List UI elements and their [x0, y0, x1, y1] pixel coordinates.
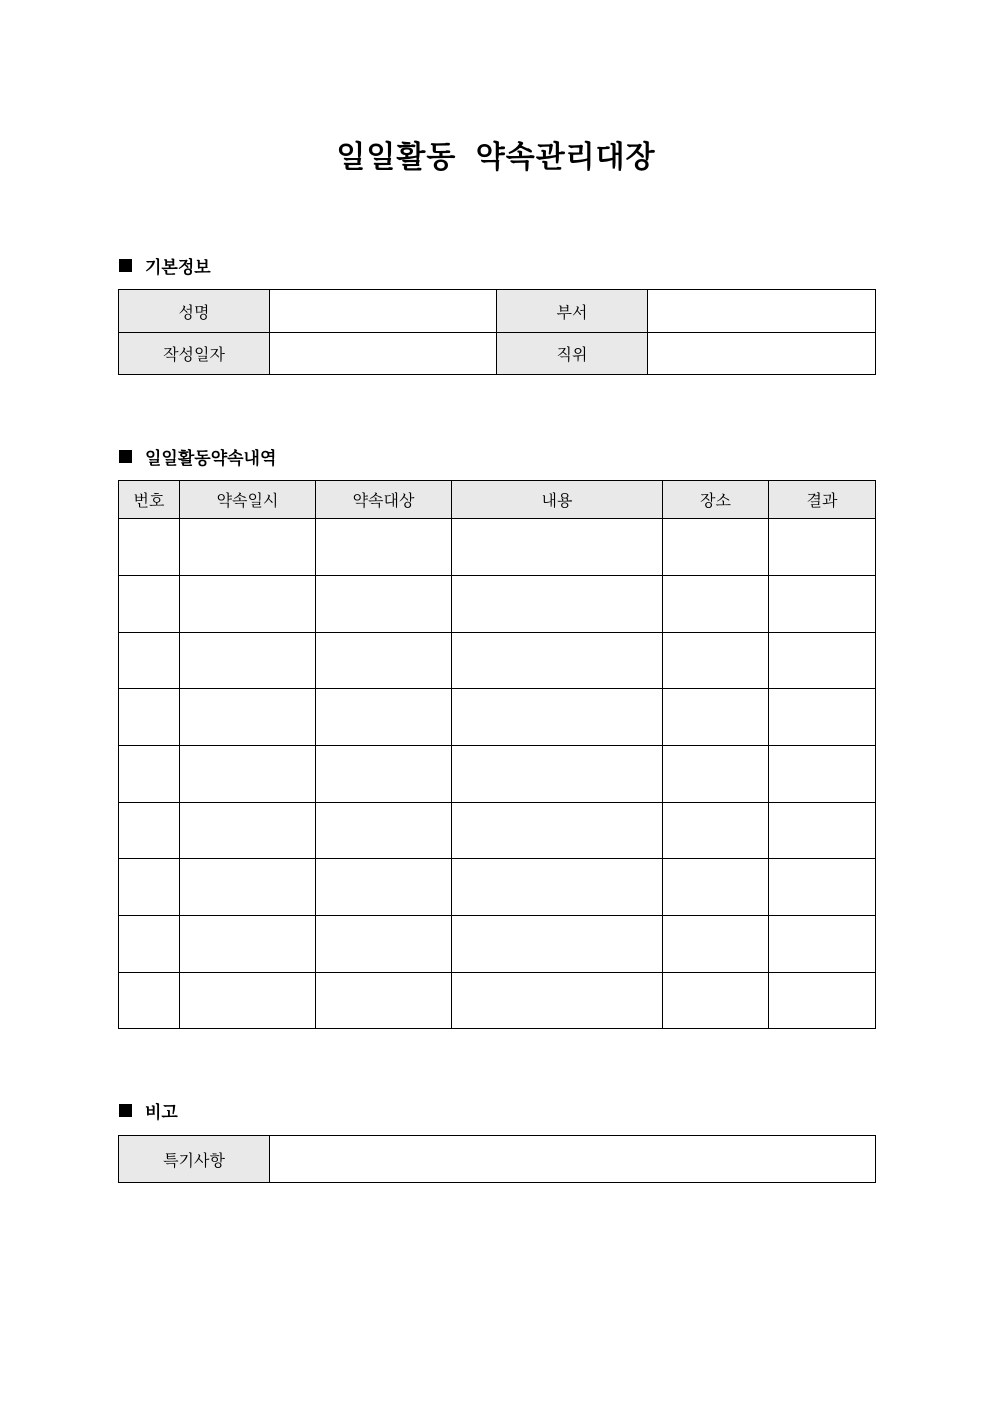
- table-row: [119, 746, 876, 803]
- remarks-heading: [119, 1098, 178, 1122]
- square-bullet-icon: [119, 259, 132, 272]
- basic-info-row: [119, 290, 876, 333]
- cell-target[interactable]: [316, 916, 452, 973]
- basic-info-table: [118, 289, 876, 375]
- cell-datetime[interactable]: [180, 633, 316, 689]
- table-row: [119, 859, 876, 916]
- cell-content[interactable]: [452, 803, 663, 859]
- cell-target[interactable]: [316, 519, 452, 576]
- table-row: [119, 916, 876, 973]
- cell-datetime[interactable]: [180, 746, 316, 803]
- department-label: 부서: [497, 290, 648, 333]
- basic-info-heading: [119, 253, 211, 277]
- cell-result[interactable]: [769, 633, 876, 689]
- cell-datetime[interactable]: [180, 803, 316, 859]
- cell-place[interactable]: [663, 916, 769, 973]
- column-header-result: 결과: [769, 481, 876, 519]
- table-row: [119, 803, 876, 859]
- cell-content[interactable]: [452, 859, 663, 916]
- column-header-content: 내용: [452, 481, 663, 519]
- cell-result[interactable]: [769, 803, 876, 859]
- cell-target[interactable]: [316, 576, 452, 633]
- cell-place[interactable]: [663, 519, 769, 576]
- cell-number[interactable]: [119, 519, 180, 576]
- position-field[interactable]: [648, 333, 876, 375]
- cell-number[interactable]: [119, 633, 180, 689]
- position-label: 직위: [497, 333, 648, 375]
- cell-datetime[interactable]: [180, 576, 316, 633]
- column-header-target: 약속대상: [316, 481, 452, 519]
- cell-number[interactable]: [119, 746, 180, 803]
- basic-info-row: [119, 333, 876, 375]
- column-header-datetime: 약속일시: [180, 481, 316, 519]
- special-notes-field[interactable]: [270, 1136, 876, 1183]
- cell-target[interactable]: [316, 746, 452, 803]
- cell-number[interactable]: [119, 916, 180, 973]
- cell-target[interactable]: [316, 803, 452, 859]
- cell-content[interactable]: [452, 746, 663, 803]
- cell-content[interactable]: [452, 633, 663, 689]
- appointments-table: [118, 480, 876, 1029]
- date-label: 작성일자: [119, 333, 270, 375]
- department-field[interactable]: [648, 290, 876, 333]
- cell-number[interactable]: [119, 973, 180, 1029]
- table-row: [119, 519, 876, 576]
- cell-content[interactable]: [452, 576, 663, 633]
- column-header-place: 장소: [663, 481, 769, 519]
- cell-number[interactable]: [119, 803, 180, 859]
- cell-place[interactable]: [663, 633, 769, 689]
- cell-content[interactable]: [452, 916, 663, 973]
- cell-datetime[interactable]: [180, 519, 316, 576]
- square-bullet-icon: [119, 1104, 132, 1117]
- table-row: [119, 973, 876, 1029]
- date-field[interactable]: [270, 333, 497, 375]
- remarks-table: [118, 1135, 876, 1183]
- appointments-heading: [119, 444, 276, 468]
- cell-number[interactable]: [119, 576, 180, 633]
- cell-result[interactable]: [769, 859, 876, 916]
- cell-datetime[interactable]: [180, 689, 316, 746]
- cell-place[interactable]: [663, 576, 769, 633]
- name-field[interactable]: [270, 290, 497, 333]
- cell-datetime[interactable]: [180, 916, 316, 973]
- cell-result[interactable]: [769, 973, 876, 1029]
- appointments-header-row: [119, 481, 876, 519]
- remarks-heading-text: 비고: [145, 1102, 178, 1123]
- cell-target[interactable]: [316, 973, 452, 1029]
- cell-number[interactable]: [119, 689, 180, 746]
- column-header-number: 번호: [119, 481, 180, 519]
- cell-result[interactable]: [769, 916, 876, 973]
- cell-datetime[interactable]: [180, 859, 316, 916]
- special-notes-label: 특기사항: [119, 1136, 270, 1183]
- table-row: [119, 689, 876, 746]
- cell-result[interactable]: [769, 519, 876, 576]
- remarks-row: [119, 1136, 876, 1183]
- table-row: [119, 576, 876, 633]
- cell-content[interactable]: [452, 689, 663, 746]
- cell-place[interactable]: [663, 859, 769, 916]
- cell-place[interactable]: [663, 689, 769, 746]
- cell-target[interactable]: [316, 859, 452, 916]
- cell-datetime[interactable]: [180, 973, 316, 1029]
- basic-info-heading-text: 기본정보: [145, 257, 211, 278]
- cell-result[interactable]: [769, 689, 876, 746]
- cell-result[interactable]: [769, 746, 876, 803]
- appointments-heading-text: 일일활동약속내역: [145, 448, 277, 469]
- cell-content[interactable]: [452, 973, 663, 1029]
- document-title: 일일활동 약속관리대장: [336, 140, 656, 175]
- name-label: 성명: [119, 290, 270, 333]
- cell-result[interactable]: [769, 576, 876, 633]
- cell-place[interactable]: [663, 746, 769, 803]
- square-bullet-icon: [119, 450, 132, 463]
- cell-content[interactable]: [452, 519, 663, 576]
- cell-target[interactable]: [316, 689, 452, 746]
- table-row: [119, 633, 876, 689]
- cell-place[interactable]: [663, 973, 769, 1029]
- cell-place[interactable]: [663, 803, 769, 859]
- cell-target[interactable]: [316, 633, 452, 689]
- cell-number[interactable]: [119, 859, 180, 916]
